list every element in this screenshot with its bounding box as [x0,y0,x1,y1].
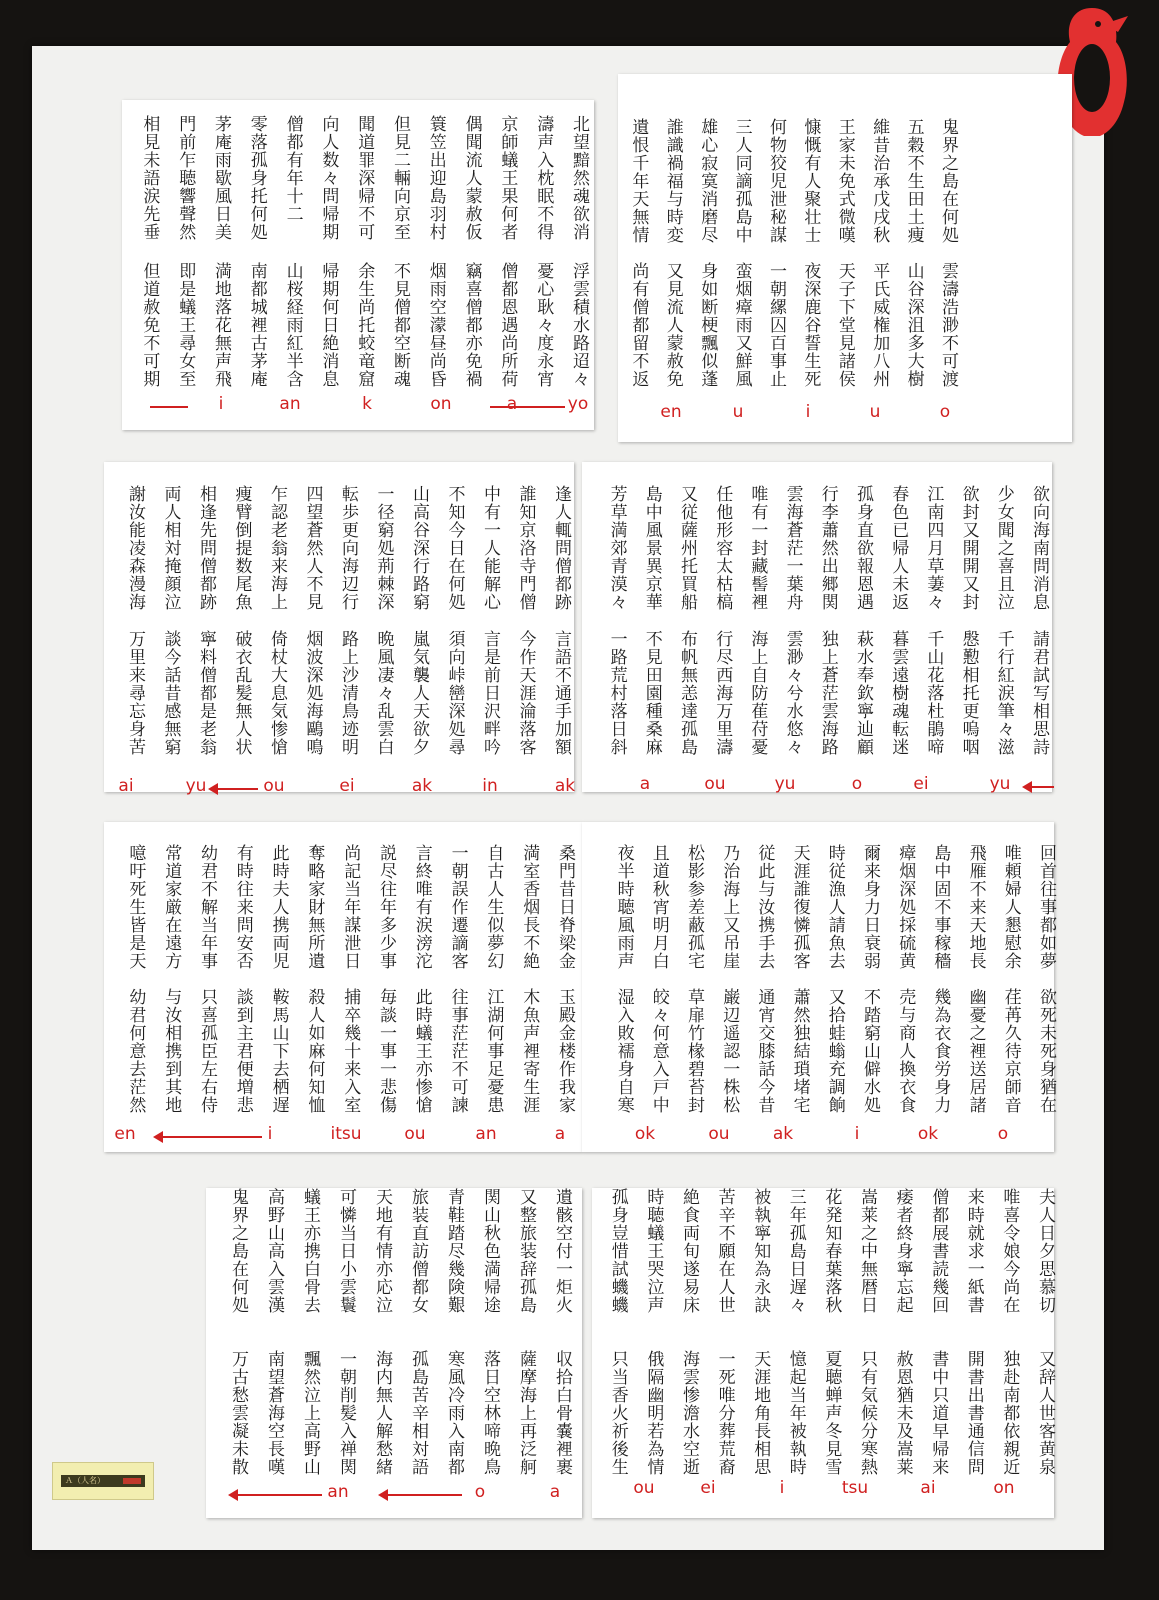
verse-line: 門前乍聴響聲然 [175,115,196,241]
verse-line: 皎々何意入戸中 [648,988,669,1114]
verse-line: 帰期何日絶消息 [318,262,339,388]
verse-line: 独上蒼茫雲海路 [817,630,838,756]
verse-line: 雲濤浩渺不可渡 [938,262,958,388]
rhyme-annotation: ou [704,774,726,794]
verse-line: 憂心耿々度永宵 [533,262,554,388]
verse-line: 天涯誰復憐孤客 [789,844,810,970]
verse-line: 言是前日沢畔吟 [480,630,500,756]
verse-line: 布帆無恙達孤島 [677,630,697,756]
verse-line: 収拾白骨嚢裡裹 [552,1350,572,1476]
verse-line: 言語不通手加額 [551,630,571,756]
verse-line: 烟雨空濛昼尚昏 [425,262,446,388]
verse-line: 説尽往年多少事 [376,844,396,970]
verse-line: 逢人輒問僧都跡 [551,485,571,611]
verse-line: 又従薩州托買船 [677,485,697,611]
verse-line: 千行紅涙筆々滋 [993,630,1014,756]
verse-line: 草扉竹椽碧苔封 [684,988,704,1114]
verse-line: 又見流人蒙赦免 [662,262,683,388]
verse-line: 晩風凄々乱雲白 [373,630,394,756]
verse-line: 三年孤島日遅々 [785,1188,806,1314]
verse-line: 誰識禍福与時変 [662,118,683,244]
tape-label: Ａ（人名） [52,1462,154,1500]
verse-line: 但見二輛向京至 [390,115,410,241]
verse-line: 江湖何事足憂患 [483,988,504,1114]
rhyme-arrow [210,788,258,790]
rhyme-annotation: a [549,1482,561,1502]
verse-line: 海雲惨澹水空逝 [679,1350,699,1476]
verse-line: 此時蟻王亦惨愴 [411,988,432,1114]
verse-line: 談今話昔感無窮 [160,630,181,756]
rhyme-annotation: ou [633,1478,655,1498]
verse-line: 談到主君便増悲 [232,988,253,1114]
verse-line: 夏聴蝉声冬見雪 [821,1350,842,1476]
verse-line: 不見僧都空断魂 [390,262,410,388]
rhyme-annotation: k [362,394,372,414]
rhyme-annotation: ou [404,1124,426,1144]
verse-line: 請君試写相思詩 [1029,630,1049,756]
rhyme-arrow [230,1494,322,1496]
verse-line: 捕卒幾十来入室 [340,988,361,1114]
verse-line: 又整旅装辞孤島 [516,1188,536,1314]
rhyme-annotation: ak [554,776,576,796]
verse-line: 幾為衣食労身力 [930,988,951,1114]
verse-line: 唯有一封藏髻裡 [747,485,768,611]
verse-line: 関山秋色満帰途 [480,1188,500,1314]
verse-line: 孤島苦辛相対語 [408,1350,428,1476]
verse-line: 不知今日在何処 [444,485,465,611]
verse-line: 身如断梗飄似蓬 [697,262,718,388]
verse-line: 不踏窮山僻水処 [860,988,880,1114]
verse-line: 竊喜僧都亦免禍 [461,262,482,388]
verse-line: 一路荒村落日斜 [606,630,627,756]
verse-line: 幽憂之裡送居諸 [965,988,986,1114]
rhyme-annotation: i [854,1124,860,1144]
verse-line: 瘴烟深処採硫黄 [895,844,916,970]
verse-line: 木魚声裡寄生涯 [519,988,540,1114]
verse-line: 売与商人換衣食 [895,988,916,1114]
verse-line: 幼君不解当年事 [197,844,217,970]
verse-line: 山桜経雨紅半含 [282,262,303,388]
verse-line: 且道秋宵明月白 [648,844,669,970]
verse-line: 天涯地角長相思 [750,1350,771,1476]
verse-line: 山高谷深行路窮 [409,485,429,611]
verse-line: 飛雁不来天地長 [965,844,986,970]
verse-line: 一径窮処荊棘深 [373,485,394,611]
verse-line: 高野山高入雲漢 [264,1188,284,1314]
rhyme-annotation: in [482,776,498,796]
verse-line: 孤身豈惜試蟣蟣 [607,1188,628,1314]
rhyme-annotation: yu [989,774,1011,794]
verse-line: 濤声入枕眠不得 [533,115,554,241]
rhyme-annotation: on [430,394,452,414]
verse-line: 聞道罪深帰不可 [354,115,375,241]
verse-line: 苦辛不願在人世 [714,1188,735,1314]
verse-line: 謝汝能凌森漫海 [125,485,145,611]
rhyme-annotation: i [779,1478,785,1498]
verse-line: 僧都有年十二 [282,115,303,223]
verse-line: 爾来身力日衰弱 [860,844,880,970]
rhyme-annotation: itsu [330,1124,362,1144]
verse-line: 痿者終身寧忘起 [892,1188,913,1314]
verse-line: 殺人如麻何知恤 [304,988,325,1114]
verse-line: 桑門昔日脊梁金 [555,844,575,970]
rhyme-arrow [150,406,188,408]
verse-line: 天地有情亦応泣 [372,1188,392,1314]
rhyme-arrow [490,406,565,408]
verse-line: 南望蒼海空長嘆 [264,1350,284,1476]
verse-line: 荏苒久待京師音 [1000,988,1021,1114]
verse-line: 松影参差蔽孤宅 [684,844,704,970]
verse-line: 薩摩海上再泛舸 [516,1350,536,1476]
rhyme-annotation: ai [118,776,134,796]
verse-line: 通宵交膝話今昔 [754,988,775,1114]
verse-line: 毎談一事一悲傷 [376,988,396,1114]
rhyme-annotation: yu [185,776,207,796]
verse-line: 海上自防萑苻憂 [747,630,768,756]
verse-line: 鞍馬山下去栖遅 [268,988,289,1114]
verse-line: 遺恨千年天無情 [628,118,649,244]
verse-line: 旅装直訪僧都女 [408,1188,428,1314]
verse-line: 蕭然独結瑣堵宅 [789,988,810,1114]
verse-line: 尚記当年謀泄日 [340,844,361,970]
verse-line: 一朝縲囚百事止 [766,262,786,388]
verse-line: 此時夫人携両児 [268,844,289,970]
rhyme-annotation: ei [700,1478,716,1498]
verse-line: 一死唯分葬荒裔 [714,1350,735,1476]
verse-line: 余生尚托蛟竜窟 [354,262,375,388]
verse-line: 又辞人世客黄泉 [1035,1350,1055,1476]
verse-line: 嵐気襲人天欲夕 [409,630,429,756]
verse-line: 俄隔幽明若為情 [643,1350,664,1476]
verse-line: 茅庵雨歇風日美 [211,115,231,241]
verse-line: 中有一人能解心 [480,485,500,611]
rhyme-annotation: o [474,1482,486,1502]
verse-line: 鬼界之島在何処 [228,1188,248,1314]
verse-line: 湿入敗襦身自寒 [613,988,634,1114]
verse-line: 雲海蒼茫一葉舟 [782,485,803,611]
rhyme-arrow [155,1136,262,1138]
verse-line: 来時就求一紙書 [963,1188,984,1314]
verse-line: 島中固不事稼穡 [930,844,951,970]
verse-line: 奪略家財無所遺 [304,844,325,970]
verse-line: 千山花落杜鵑啼 [923,630,944,756]
verse-line: 落日空林啼晩鳥 [480,1350,500,1476]
verse-line: 四望蒼然人不見 [302,485,323,611]
verse-line: 往事茫茫不可諫 [447,988,468,1114]
verse-line: 両人相対掩顔泣 [160,485,181,611]
rhyme-annotation: ok [634,1124,656,1144]
verse-line: 青鞋踏尽幾険艱 [444,1188,464,1314]
verse-line: 少女聞之喜且泣 [993,485,1014,611]
verse-line: 赦恩猶未及嵩莱 [892,1350,913,1476]
rhyme-annotation: yo [567,394,589,414]
verse-line: 憶起当年被執時 [785,1350,806,1476]
verse-line: 一朝削髪入禅関 [336,1350,356,1476]
verse-line: 京師蟻王果何者 [497,115,518,241]
verse-line: 従此与汝携手去 [754,844,775,970]
verse-line: 雲渺々兮水悠々 [782,630,803,756]
verse-line: 時従漁人請魚去 [824,844,845,970]
verse-line: 鬼界之島在何処 [938,118,958,244]
verse-line: 萩水奉欽寧辿顧 [853,630,873,756]
rhyme-annotation: tsu [841,1478,869,1498]
verse-line: 天子下堂見諸侯 [834,262,855,388]
verse-line: 飄然泣上高野山 [300,1350,320,1476]
verse-line: 維昔治承戊戌秋 [869,118,890,244]
verse-line: 寧料僧都是老翁 [196,630,216,756]
verse-line: 芳草満郊青漠々 [606,485,627,611]
rhyme-annotation: o [997,1124,1009,1144]
verse-line: 乃治海上又吊崖 [719,844,740,970]
verse-line: 山谷深沮多大樹 [903,262,924,388]
verse-line: 王家未免式微嘆 [834,118,855,244]
verse-line: 即是蟻王尋女至 [175,262,196,388]
rhyme-annotation: o [939,402,951,422]
verse-line: 可憐当日小雲鬟 [336,1188,356,1314]
verse-line: 又拾蛙螉充調餉 [824,988,845,1114]
verse-line: 相見未語涙先垂 [139,115,160,241]
verse-line: 巌辺遥認一株松 [719,988,740,1114]
rhyme-annotation: en [114,1124,136,1144]
verse-line: 万里来尋忘身苦 [125,630,145,756]
verse-line: 欲向海南問消息 [1029,485,1049,611]
verse-line: 破衣乱髪無人状 [231,630,252,756]
verse-line: 春色已帰人未返 [888,485,909,611]
verse-line: 花発知春葉落秋 [821,1188,842,1314]
verse-line: 絶食両旬遂易床 [679,1188,699,1314]
verse-line: 北望黯然魂欲消 [569,115,589,241]
verse-line: 江南四月草萋々 [923,485,944,611]
rhyme-annotation: a [554,1124,566,1144]
rhyme-annotation: on [993,1478,1015,1498]
verse-line: 但道赦免不可期 [139,262,160,388]
rhyme-annotation: i [218,394,224,414]
verse-line: 寒風冷雨入南都 [444,1350,464,1476]
verse-line: 孤身直欲報恩遇 [853,485,873,611]
verse-line: 唯頼婦人懇慰余 [1000,844,1021,970]
verse-line: 五穀不生田土痩 [903,118,924,244]
rhyme-annotation: ak [772,1124,794,1144]
verse-line: 倚杖大息気惨愴 [267,630,287,756]
verse-line: 僧都恩遇尚所荷 [497,262,518,388]
rhyme-annotation: ou [708,1124,730,1144]
verse-line: 欲死未死身猶在 [1036,988,1056,1114]
verse-line: 噫吁死生皆是天 [125,844,146,970]
rhyme-annotation: o [851,774,863,794]
verse-line: 向人数々問帰期 [318,115,339,241]
verse-line: 三人同謫孤島中 [731,118,752,244]
verse-line: 尚有僧都留不返 [628,262,649,388]
rhyme-annotation: ok [917,1124,939,1144]
rhyme-annotation: a [639,774,651,794]
verse-line: 只喜孤臣左右侍 [197,988,217,1114]
verse-line: 常道家厳在遠方 [161,844,182,970]
verse-line: 与汝相携到其地 [161,988,182,1114]
verse-line: 雄心寂寞消磨尽 [697,118,718,244]
rhyme-annotation: ei [339,776,355,796]
verse-line: 嵩莱之中無暦日 [857,1188,877,1314]
verse-line: 一朝誤作遷謫客 [447,844,468,970]
verse-line: 只有気候分寒熱 [857,1350,877,1476]
verse-line: 偶聞流人蒙赦仮 [461,115,482,241]
verse-line: 何物狡児泄秘謀 [766,118,786,244]
verse-line: 玉殿金楼作我家 [555,988,575,1114]
verse-line: 転歩更向海辺行 [338,485,358,611]
verse-line: 夫人日夕思慕切 [1035,1188,1055,1314]
verse-line: 烟波深処海鷗鳴 [302,630,323,756]
verse-line: 遺骸空付一炬火 [552,1188,572,1314]
verse-line: 島中風景異京華 [641,485,662,611]
verse-line: 慷慨有人聚壮士 [800,118,821,244]
rhyme-annotation: an [327,1482,349,1502]
rhyme-annotation: en [660,402,682,422]
verse-line: 僧都展書読幾回 [928,1188,949,1314]
verse-line: 平氏威権加八州 [869,262,890,388]
verse-line: 蛮烟瘴雨又鮮風 [731,262,752,388]
verse-line: 南都城裡古茅庵 [246,262,267,388]
rhyme-annotation: u [732,402,744,422]
verse-line: 自古人生似夢幻 [483,844,504,970]
rhyme-arrow [380,1494,462,1496]
verse-line: 誰知京洛寺門僧 [515,485,536,611]
verse-line: 幼君何意去茫然 [125,988,146,1114]
verse-line: 万古愁雲凝未散 [228,1350,248,1476]
rhyme-annotation: i [267,1124,273,1144]
verse-line: 零落孤身托何処 [246,115,267,241]
verse-line: 書中只道早帰来 [928,1350,949,1476]
verse-line: 唯喜令娘今尚在 [999,1188,1020,1314]
verse-line: 回首往事都如夢 [1036,844,1056,970]
rhyme-annotation: a [506,394,518,414]
verse-line: 満室香烟長不絶 [519,844,540,970]
verse-line: 海内無人解愁緒 [372,1350,392,1476]
verse-line: 言終唯有涙滂沱 [411,844,432,970]
verse-line: 不見田園種桑麻 [641,630,662,756]
verse-line: 今作天涯淪落客 [515,630,536,756]
rhyme-annotation: ei [913,774,929,794]
verse-line: 慇懃相托更嗚咽 [958,630,979,756]
verse-line: 時聴蟻王哭泣声 [643,1188,664,1314]
rhyme-annotation: ai [920,1478,936,1498]
verse-line: 暮雲遠樹魂転迷 [888,630,909,756]
verse-line: 路上沙清鳥迹明 [338,630,358,756]
verse-line: 開書出書通信問 [963,1350,984,1476]
rhyme-annotation: an [475,1124,497,1144]
verse-line: 只当香火祈後生 [607,1350,628,1476]
rhyme-annotation: u [869,402,881,422]
rhyme-annotation: yu [774,774,796,794]
verse-line: 相逢先問僧都跡 [196,485,216,611]
verse-line: 有時往来問安否 [232,844,253,970]
verse-line: 乍認老翁来海上 [267,485,287,611]
verse-line: 夜深鹿谷誓生死 [800,262,821,388]
rhyme-arrow [1024,786,1054,788]
verse-line: 独赴南都依親近 [999,1350,1020,1476]
verse-line: 蟻王亦携白骨去 [300,1188,320,1314]
verse-line: 夜半時聴風雨声 [613,844,634,970]
verse-line: 行李蕭然出郷関 [817,485,838,611]
verse-line: 任他形容太枯槁 [712,485,733,611]
verse-line: 浮雲積水路迢々 [569,262,589,388]
verse-line: 痩臂倒提数尾魚 [231,485,252,611]
rhyme-annotation: i [805,402,811,422]
verse-line: 行尽西海万里濤 [712,630,733,756]
verse-line: 被執寧知為永訣 [750,1188,771,1314]
verse-line: 須向峠巒深処尋 [444,630,465,756]
rhyme-annotation: an [279,394,301,414]
verse-line: 満地落花無声飛 [211,262,231,388]
rhyme-annotation: ak [411,776,433,796]
rhyme-annotation: ou [263,776,285,796]
verse-line: 簑笠出迎島羽村 [425,115,446,241]
verse-line: 欲封又開開又封 [958,485,979,611]
